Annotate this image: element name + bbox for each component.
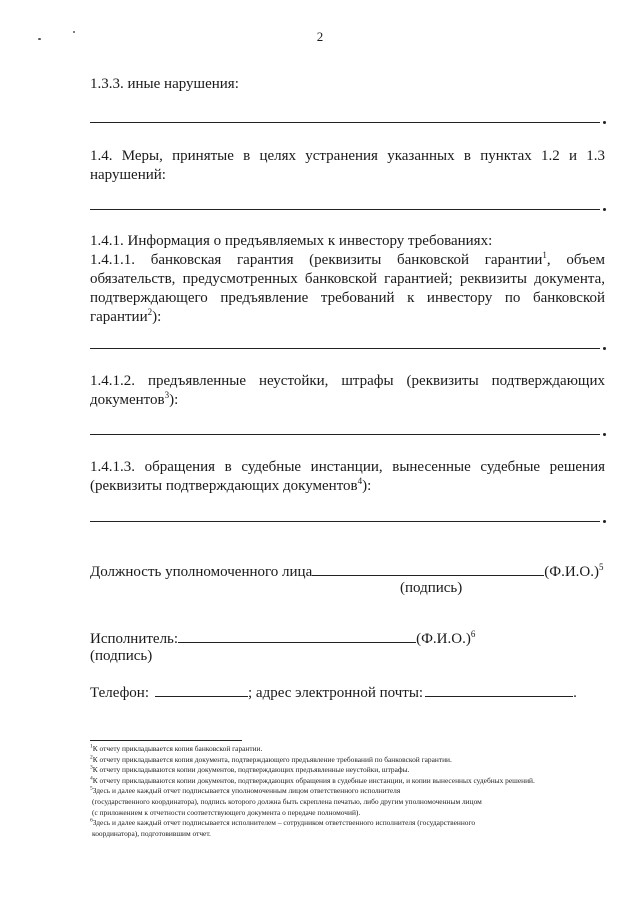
footnote-mark: 5 [90,785,93,792]
footnote-mark: 3 [90,764,93,771]
executor-signature-caption: (подпись) [90,648,153,664]
footnote-5-cont: (государственного координатора), подпись которого должна быть скреплена печатью, либо другим уполномоченным лицом [92,796,482,806]
section-1-4-1-2-text-a: 1.4.1.2. предъявленные неустойки, штрафы (реквизиты подтверждающих документов [90,373,605,408]
section-1-4-1-2-text-b: ): [169,392,179,408]
line-end-dot [603,347,606,350]
section-1-3-3: 1.3.3. иные нарушения: [90,76,239,92]
section-1-4-1-3-text-a: 1.4.1.3. обращения в судебные инстанции, вынесенные судебные решения (реквизиты подтверждающих документов [90,459,605,494]
footnote-ref-6: 6 [470,629,476,639]
line-end-dot [603,121,606,124]
footnote-separator [90,740,242,741]
section-1-4-1-3 [90,458,605,496]
footnote-ref-3: 3 [164,390,170,400]
section-1-4-1-1-text-a: 1.4.1.1. банковская гарантия (реквизиты банковской гарантии [90,252,543,268]
executor-label: Исполнитель: [90,631,179,647]
position-signature-line[interactable] [312,561,544,576]
fill-line-1-3-3[interactable] [90,122,600,123]
contact-row [90,682,577,703]
footnote-4: $^4$К отчету прикладываются копии документов, подтверждающих обращения в судебные инстанции, и копии вынесенных судебных решений. [90,775,535,785]
section-1-4-1-2 [90,372,605,410]
footnote-3: $^3$К отчету прикладываются копии документов, подтверждающих предъявленные неустойки, штрафы. [90,764,410,775]
executor-signature-line[interactable] [178,628,416,643]
section-1-4: 1.4. Меры, принятые в целях устранения указанных в пунктах 1.2 и 1.3 нарушений: [90,148,605,183]
section-1-4-1-title: 1.4.1. Информация о предъявляемых к инвестору требованиях: [90,233,493,249]
email-label: ; адрес электронной почты: [248,685,424,701]
line-end-dot [603,433,606,436]
position-label: Должность уполномоченного лица [90,564,313,580]
footnote-6: $^6$Здесь и далее каждый отчет подписывается исполнителем – сотрудником ответственного исполнителя (государственного [90,817,476,828]
page-number: 2 [316,29,324,44]
footnote-mark: 1 [90,743,93,750]
section-1-4-1-1 [90,251,605,327]
footnote-ref-1: 1 [542,250,547,260]
authorized-person-row [90,561,604,582]
footnotes [90,744,615,839]
fio-label: (Ф.И.О.) [544,564,599,580]
phone-field[interactable] [155,682,248,697]
footnote-mark: 6 [90,817,93,824]
email-field[interactable] [425,682,573,697]
section-1-4-1-1-text-b: , объем обязательств, предусмотренных банковской гарантией; реквизиты документа, подтверждающего предъявление требований к инвестору по банковской гарантии [90,252,605,325]
line-end-dot [603,520,606,523]
footnote-5: $^5$Здесь и далее каждый отчет подписывается уполномоченным лицом ответственного исполнителя [90,785,401,796]
fill-line-1-4-1-1[interactable] [90,348,600,349]
section-1-4-1-1-text-c: ): [152,309,162,325]
footnote-5-cont: (с приложением к отчетности соответствующего документа о передаче полномочий). [92,807,361,817]
footnote-6-cont: координатора), подготовившим отчет. [92,828,211,838]
fill-line-1-4-1-2[interactable] [90,434,600,435]
footnote-ref-4: 4 [357,476,363,486]
signature-caption: (подпись) [400,580,463,596]
footnote-1: $^1$К отчету прикладывается копия банковской гарантии. [90,743,263,753]
footnote-ref-5: 5 [599,562,604,572]
phone-label: Телефон: [90,685,149,701]
footnote-mark: 2 [90,754,93,761]
footnote-mark: 4 [90,775,93,782]
executor-fio-label: (Ф.И.О.) [416,631,471,647]
footnote-ref-2: 2 [147,307,153,317]
section-1-4-1-3-text-b: ): [362,478,372,494]
fill-line-1-4-1-3[interactable] [90,521,600,522]
fill-line-1-4[interactable] [90,209,600,210]
line-end-dot [603,208,606,211]
executor-row [90,628,475,649]
contact-end-mark: . [573,685,577,701]
footnote-2: $^2$К отчету прикладывается копия документа, подтверждающего предъявление требований по банковской гарантии. [90,754,452,764]
